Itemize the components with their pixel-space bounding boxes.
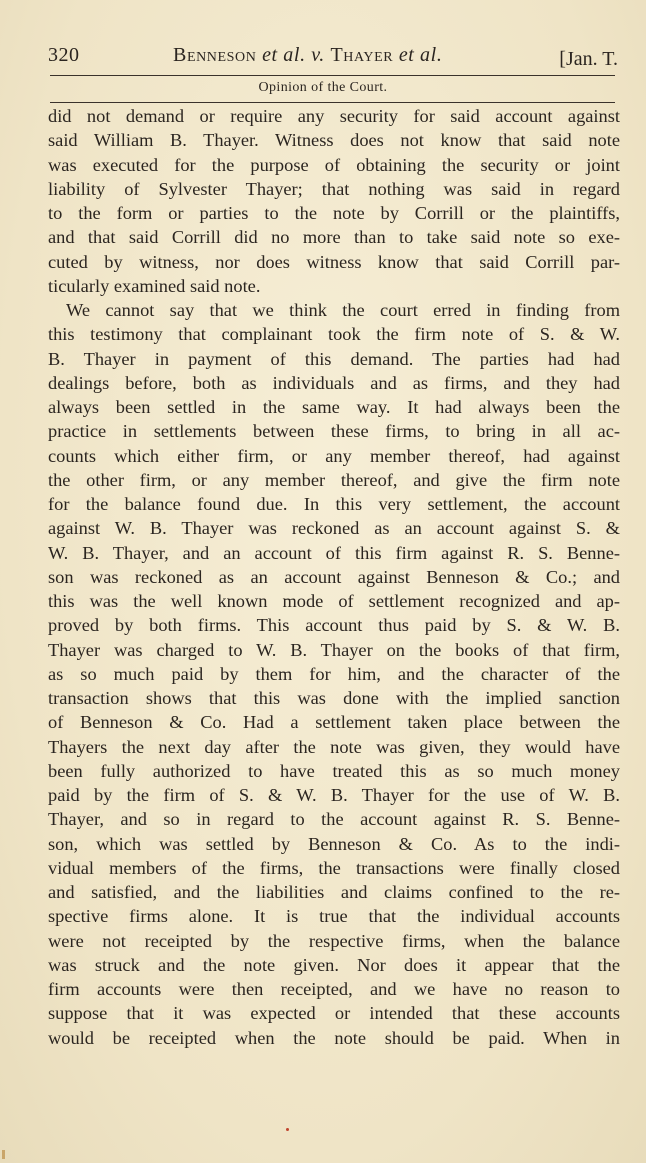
case-title bbox=[173, 44, 442, 67]
text-line: W. B. Thayer, and an account of this firm against R. S. Benne- bbox=[48, 542, 620, 563]
case-title-etal2: et al. bbox=[398, 44, 443, 66]
text-line: transaction shows that this was done with the implied sanction bbox=[48, 688, 620, 708]
text-line: always been settled in the same way. It had always been the bbox=[48, 397, 620, 417]
text-line: this was the well known mode of settlement recognized and ap- bbox=[48, 591, 620, 611]
text-line: been fully authorized to have treated this as so much money bbox=[48, 760, 620, 781]
text-line: son, which was settled by Benneson & Co. As to the indi- bbox=[48, 833, 620, 854]
case-title-etal1: et al. bbox=[262, 44, 306, 66]
text-line: counts which either firm, or any member thereof, had against bbox=[48, 445, 620, 466]
case-title-party2: Thayer bbox=[330, 44, 399, 66]
text-line: as so much paid by them for him, and the character of the bbox=[48, 663, 620, 684]
page-number: 320 bbox=[48, 44, 80, 66]
text-line: paid by the firm of S. & W. B. Thayer for the use of W. B. bbox=[48, 785, 620, 805]
text-line: was struck and the note given. Nor does it appear that the bbox=[48, 954, 620, 975]
text-line: this testimony that complainant took the firm note of S. & W. bbox=[48, 324, 620, 345]
text-line: would be receipted when the note should be paid. When in bbox=[48, 1027, 620, 1048]
text-line: the other firm, or any member thereof, and give the firm note bbox=[48, 469, 620, 490]
term-label: [Jan. T. bbox=[559, 48, 618, 70]
header-rule bbox=[50, 75, 615, 76]
text-line: We cannot say that we think the court erred in finding from bbox=[66, 300, 620, 320]
text-line: spective firms alone. It is true that the individual accounts bbox=[48, 906, 620, 927]
subheader-rule bbox=[50, 102, 615, 103]
text-line: Thayer was charged to W. B. Thayer on the books of that firm, bbox=[48, 639, 620, 660]
text-line: firm accounts were then receipted, and we have no reason to bbox=[48, 979, 620, 999]
section-subheader: Opinion of the Court. bbox=[258, 80, 388, 95]
text-line: proved by both firms. This account thus paid by S. & W. B. bbox=[48, 615, 620, 636]
opinion-text bbox=[48, 104, 620, 1050]
text-line: of Benneson & Co. Had a settlement taken place between the bbox=[48, 712, 620, 733]
text-line: ticularly examined said note. bbox=[48, 275, 261, 296]
text-line: said William B. Thayer. Witness does not know that said note bbox=[48, 130, 620, 151]
case-title-party1: Benneson bbox=[173, 44, 263, 66]
running-header bbox=[48, 44, 618, 76]
text-line: B. Thayer in payment of this demand. The parties had had bbox=[48, 348, 620, 369]
text-line: were not receipted by the respective firms, when the balance bbox=[48, 930, 620, 951]
text-line: and satisfied, and the liabilities and claims confined to the re- bbox=[48, 882, 620, 902]
text-line: Thayers the next day after the note was given, they would have bbox=[48, 736, 620, 757]
case-title-versus: v. bbox=[305, 44, 331, 66]
text-line: son was reckoned as an account against Benneson & Co.; and bbox=[48, 566, 620, 587]
text-line: to the form or parties to the note by Corrill or the plaintiffs, bbox=[48, 203, 620, 223]
text-line: practice in settlements between these firms, to bring in all ac- bbox=[48, 421, 620, 442]
text-line: did not demand or require any security for said account against bbox=[48, 106, 620, 126]
text-line: was executed for the purpose of obtaining the security or joint bbox=[48, 154, 620, 175]
text-line: against W. B. Thayer was reckoned as an account against S. & bbox=[48, 518, 620, 539]
text-line: cuted by witness, nor does witness know that said Corrill par- bbox=[48, 251, 620, 272]
text-line: liability of Sylvester Thayer; that nothing was said in regard bbox=[48, 178, 620, 199]
text-line: Thayer, and so in regard to the account against R. S. Benne- bbox=[48, 809, 620, 830]
ink-speck bbox=[286, 1128, 289, 1131]
text-line: vidual members of the firms, the transactions were finally closed bbox=[48, 857, 620, 878]
text-line: suppose that it was expected or intended that these accounts bbox=[48, 1003, 620, 1024]
text-line: for the balance found due. In this very settlement, the account bbox=[48, 494, 620, 514]
paper-mark bbox=[2, 1150, 5, 1159]
text-line: dealings before, both as individuals and as firms, and they had bbox=[48, 372, 620, 393]
text-line: and that said Corrill did no more than to take said note so exe- bbox=[48, 227, 620, 248]
